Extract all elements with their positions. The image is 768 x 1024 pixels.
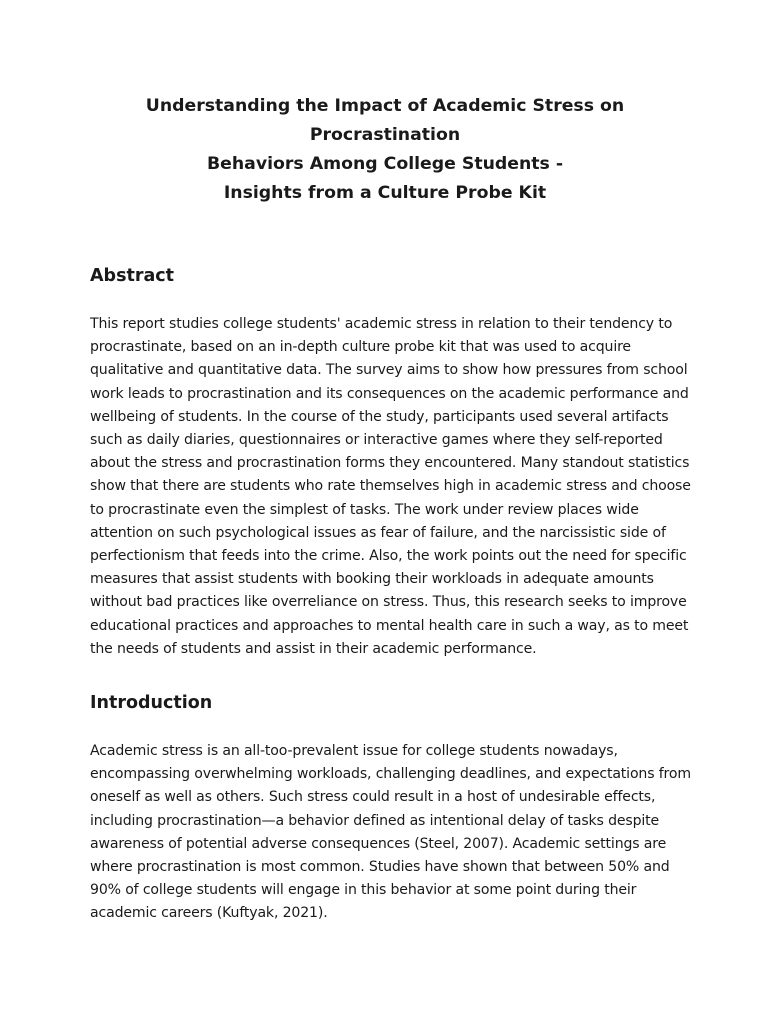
text-line: awareness of potential adverse consequences (Steel, 2007). Academic settings are <box>90 835 667 852</box>
text-line: encompassing overwhelming workloads, challenging deadlines, and expectations from <box>90 766 691 783</box>
introduction-paragraph <box>90 740 691 926</box>
title-line: Insights from a Culture Probe Kit <box>223 183 547 203</box>
text-line: 90% of college students will engage in this behavior at some point during their <box>90 882 637 899</box>
text-line: academic careers (Kuftyak, 2021). <box>90 905 328 922</box>
title-line: Understanding the Impact of Academic Stress on Procrastination <box>145 96 625 145</box>
text-line: without bad practices like overreliance on stress. Thus, this research seeks to improve <box>90 594 687 611</box>
document-page <box>90 92 691 926</box>
document-title <box>80 92 690 208</box>
text-line: wellbeing of students. In the course of the study, participants used several artifacts <box>90 408 669 425</box>
text-line: show that there are students who rate themselves high in academic stress and choose <box>90 478 691 495</box>
text-line: where procrastination is most common. Studies have shown that between 50% and <box>90 859 670 876</box>
text-line: attention on such psychological issues as fear of failure, and the narcissistic side of <box>90 524 666 541</box>
abstract-heading: Abstract <box>90 266 175 286</box>
text-line: measures that assist students with booking their workloads in adequate amounts <box>90 571 654 588</box>
text-line: oneself as well as others. Such stress could result in a host of undesirable effects, <box>90 789 656 806</box>
text-line: such as daily diaries, questionnaires or interactive games where they self-reported <box>90 432 663 449</box>
text-line: procrastinate, based on an in-depth culture probe kit that was used to acquire <box>90 339 631 356</box>
introduction-heading: Introduction <box>90 693 213 714</box>
text-line: Academic stress is an all-too-prevalent issue for college students nowadays, <box>90 743 618 760</box>
text-line: about the stress and procrastination forms they encountered. Many standout statistics <box>90 455 690 472</box>
text-line: including procrastination—a behavior defined as intentional delay of tasks despite <box>90 812 660 829</box>
abstract-paragraph <box>90 313 691 661</box>
text-line: perfectionism that feeds into the crime. Also, the work points out the need for specific <box>90 548 687 565</box>
text-line: the needs of students and assist in their academic performance. <box>90 640 537 657</box>
text-line: This report studies college students' academic stress in relation to their tendency to <box>90 316 673 332</box>
text-line: qualitative and quantitative data. The survey aims to show how pressures from school <box>90 362 688 379</box>
text-line: to procrastinate even the simplest of tasks. The work under review places wide <box>90 501 639 518</box>
title-line: Behaviors Among College Students - <box>206 154 564 174</box>
text-line: educational practices and approaches to mental health care in such a way, as to meet <box>90 617 689 634</box>
text-line: work leads to procrastination and its consequences on the academic performance and <box>90 385 689 402</box>
